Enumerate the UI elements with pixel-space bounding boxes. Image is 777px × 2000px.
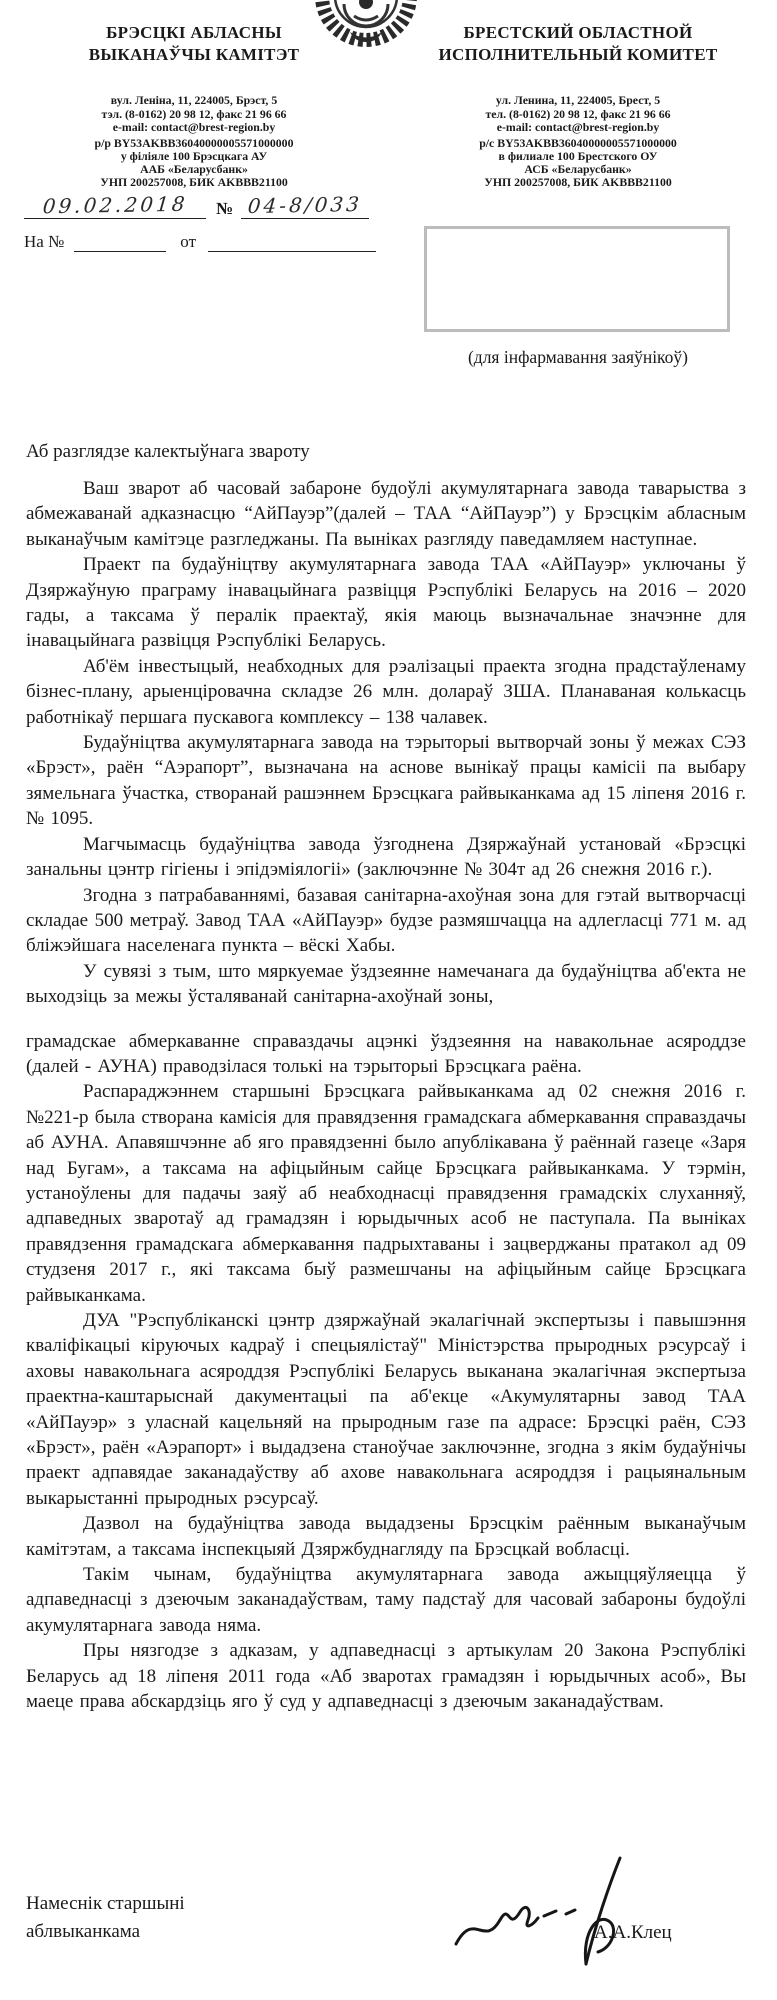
incoming-ref-row xyxy=(24,232,376,252)
body-paragraph: Згодна з патрабаваннямі, базавая санітарна-ахоўная зона для гэтай вытворчасці складае 500 метраў. Завод ТАА «АйПауэр» будзе размяшчацца на адлегласці 771 м. ад бліжэйшага населенага пункта – вёскі Хабы. xyxy=(26,884,746,957)
incoming-date-blank xyxy=(208,251,376,252)
bank-line: р/с BY53AKBB36040000005571000000 xyxy=(479,135,677,150)
body-paragraph: Пры нязгодзе з адказам, у адпаведнасці з артыкулам 20 Закона Рэспублікі Беларусь ад 18 ліпеня 2011 года «Аб зваротах грамадзян і юрыдычных асоб», Вы маеце права абскардзіць яго ў суд у адпаведнасці з дзеючым заканадаўствам. xyxy=(26,1640,746,1713)
address-line: e-mail: contact@brest-region.by xyxy=(496,120,660,135)
bank-line: УНП 200257008, БИК AKBBB21100 xyxy=(484,175,672,190)
date-field xyxy=(24,193,206,219)
address-block xyxy=(396,94,760,135)
letterhead-belarusian xyxy=(18,22,370,190)
body-paragraph: Будаўніцтва акумулятарнага завода на тэрыторыі вытворчай зоны ў межах СЭЗ «Брэст», раён “Аэрапорт”, вызначана на аснове вынікаў працы камісіі па выбару зямельнага ўчастка, створанай рашэннем Брэсцкага райвыканкама ад 15 ліпеня 2016 г. № 1095. xyxy=(26,732,746,830)
address-block xyxy=(18,94,370,135)
body-paragraph: Аб'ём інвестыцый, неабходных для рэалізацыі праекта згодна прадстаўленаму бізнес-плану, арыенціровачна складзе 26 млн. долараў ЗША. Планаваная колькасць работнікаў першага пускавога комплексу – 138 чалавек. xyxy=(26,655,746,728)
body-paragraph: ДУА "Рэспубліканскі цэнтр дзяржаўнай экалагічнай экспертызы і павышэння кваліфікацыі кіруючых кадраў і спецыялістаў" Міністэрства прыродных рэсурсаў і аховы навакольнага асяроддзя Рэспублікі Беларусь выканана экалагічная экспертыза праектна-каштарыснай дакументацыі па аб'екце «Акумулятарны завод ТАА «АйПауэр» з уласнай кацельняй на прыродным газе па адрасе: Брэсцкі раён, СЭЗ «Брэст», раён «Аэрапорт» і выдадзена станоўчае заключэнне, згодна з якім будаўнічы праект адпавядае заканадаўству аб ахове навакольнага асяроддзя і рацыянальным выкарыстанні прыродных рэсурсаў. xyxy=(26,1310,746,1509)
na-label: На № xyxy=(24,232,65,251)
bank-details-block xyxy=(396,137,760,190)
bank-line: ААБ «Беларусбанк» xyxy=(140,162,248,177)
letterhead-russian xyxy=(396,22,760,190)
ot-label: от xyxy=(180,232,197,251)
body-paragraph: У сувязі з тым, што мяркуемае ўздзеянне намечанага да будаўніцтва аб'екта не выходзіць за межы ўсталяванай санітарна-ахоўнай зоны, xyxy=(26,960,746,1008)
bank-details-block xyxy=(18,137,370,190)
subject-line: Аб разглядзе калектыўнага звароту xyxy=(26,441,310,462)
org-name-line: ИСПОЛНИТЕЛЬНЫЙ КОМИТЕТ xyxy=(438,44,718,64)
bank-line: АСБ «Беларусбанк» xyxy=(524,162,632,177)
number-sign-label: № xyxy=(216,199,234,218)
addressee-note: (для інфармавання заяўнікоў) xyxy=(467,347,689,367)
body-paragraph: Ваш зварот аб часовай забароне будоўлі акумулятарнага завода таварыства з абмежаванай адказнасцю “АйПауэр”(далей – ТАА “АйПауэр”) у Брэсцкім абласным выканаўчым камітэце разгледжаны. Па выніках разгляду паведамляем наступнае. xyxy=(26,478,746,550)
signatory-title-line: аблвыканкама xyxy=(26,1921,141,1942)
address-line: e-mail: contact@brest-region.by xyxy=(112,120,276,135)
bank-line: УНП 200257008, БИК AKBBB21100 xyxy=(100,175,288,190)
signatory-name: А.А.Клец xyxy=(594,1922,672,1943)
body-paragraph: Магчымасць будаўніцтва завода ўзгоднена Дзяржаўнай установай «Брэсцкі занальны цэнтр гігіены і эпідэміялогіі» (заключэнне № 304т ад 26 снежня 2016 г.). xyxy=(26,833,746,881)
bank-line: р/р BY53AKBB36040000005571000000 xyxy=(94,135,294,150)
signatory-title xyxy=(26,1890,185,1946)
body-paragraph: Распараджэннем старшыні Брэсцкага райвыканкама ад 02 снежня 2016 г. №221-р была створана камісія для правядзення грамадскага абмеркавання справаздачы аб АУНА. Апавяшчэнне аб яго правядзенні было апублікавана ў раённай газеце «Заря над Бугам», а таксама на афіцыйным сайце Брэсцкага райвыканкама. У тэрмін, устаноўлены для падачы заяў аб неабходнасці правядзення грамадскіх слуханняў, адпаведных зваротаў ад грамадзян і юрыдычных асоб не паступала. Па выніках правядзення грамадскага абмеркавання падрыхтаваны і зацверджаны пратакол ад 09 студзеня 2017 г., які таксама быў размешчаны на афіцыйным сайце Брэсцкага райвыканкама. xyxy=(26,1081,746,1306)
handwritten-signature-icon xyxy=(448,1852,678,1977)
number-field xyxy=(241,193,369,219)
address-line: тел. (8-0162) 20 98 12, факс 21 96 66 xyxy=(485,106,671,121)
bank-line: в филиале 100 Брестского ОУ xyxy=(498,148,658,163)
body-paragraph-page2-continuation: грамадскае абмеркаванне справаздачы ацэнкі ўздзеяння на навакольнае асяроддзе (далей - АУНА) праводзілася толькі на тэрыторыі Брэсцкага раёна. xyxy=(26,1030,746,1077)
body-paragraph: Такім чынам, будаўніцтва акумулятарнага завода ажыццяўляецца ў адпаведнасці з дзеючым заканадаўствам, таму падстаў для часовай забароны будоўлі акумулятарнага завода няма. xyxy=(26,1564,746,1636)
org-name-line: БРЕСТСКИЙ ОБЛАСТНОЙ xyxy=(463,23,693,42)
address-line: тэл. (8-0162) 20 98 12, факс 21 96 66 xyxy=(101,106,287,121)
outgoing-ref-row xyxy=(24,193,424,219)
org-name-line: БРЭСЦКІ АБЛАСНЫ xyxy=(106,23,282,42)
body-paragraph: Праект па будаўніцтву акумулятарнага завода ТАА «АйПауэр» уключаны ў Дзяржаўную праграму інавацыйнага развіцця Рэспублікі Беларусь на 2016 – 2020 гады, а таксама ў пералік праектаў, якія маюць вызначальнае значэнне для інавацыйнага развіцця Рэспублікі Беларусь. xyxy=(26,554,746,652)
handwritten-number: 04-8/033 xyxy=(247,192,364,218)
handwritten-date: 09.02.2018 xyxy=(41,191,189,219)
incoming-number-blank xyxy=(74,251,166,252)
address-line: вул. Леніна, 11, 224005, Брэст, 5 xyxy=(110,93,278,107)
address-line: ул. Ленина, 11, 224005, Брест, 5 xyxy=(495,93,661,107)
letter-body xyxy=(26,476,746,1715)
body-paragraph: Дазвол на будаўніцтва завода выдадзены Брэсцкім раённым выканаўчым камітэтам, а таксама інспекцыяй Дзяржбуднагляду па Брэсцкай вобласці. xyxy=(26,1513,746,1560)
org-name-line: ВЫКАНАЎЧЫ КАМІТЭТ xyxy=(88,44,300,64)
signatory-title-line: Намеснік старшыні xyxy=(26,1893,185,1914)
addressee-box xyxy=(424,226,730,332)
bank-line: у філіяле 100 Брэсцкага АУ xyxy=(120,148,268,163)
